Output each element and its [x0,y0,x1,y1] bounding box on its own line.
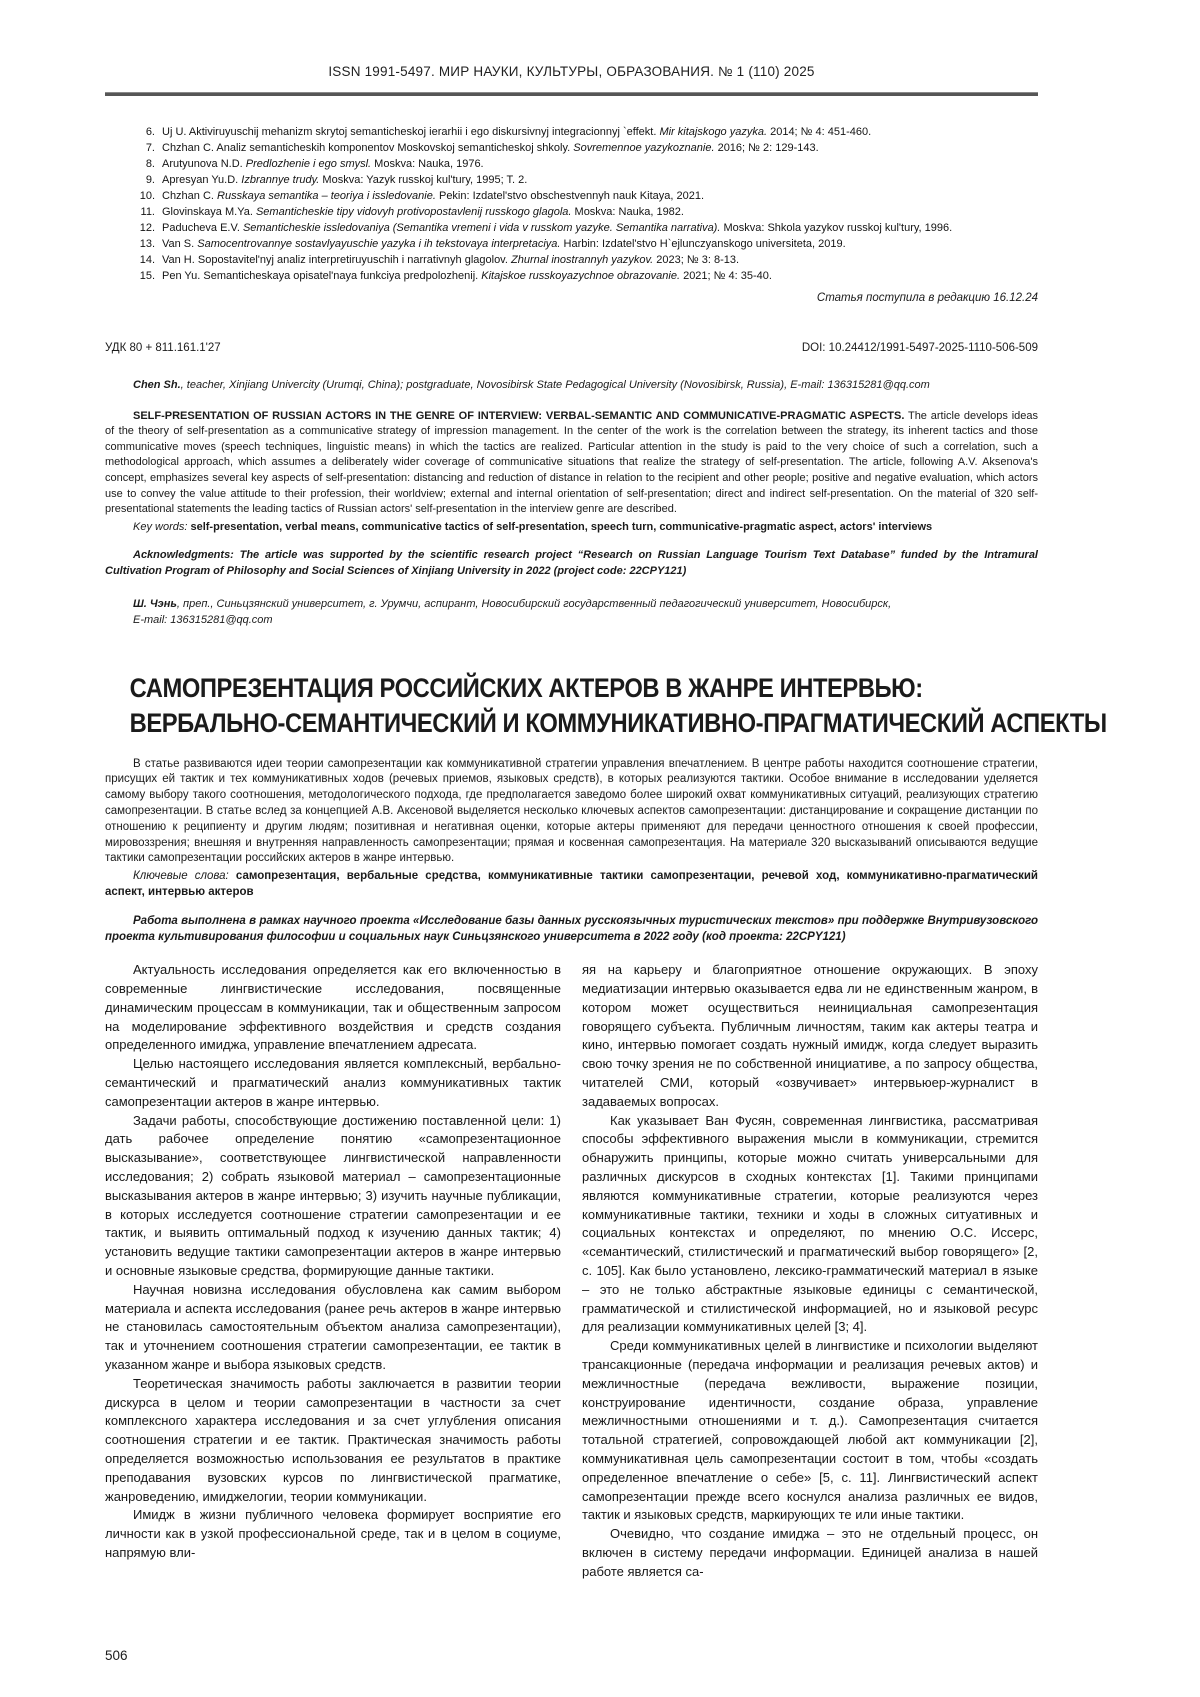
reference-number: 15. [139,270,155,282]
reference-text: Predlozhenie i ego smysl. [245,158,372,170]
author-affiliation-ru: , преп., Синьцзянский университет, г. Урумчи, аспирант, Новосибирский государственный педагогический университет, Новосибирск, [176,597,892,610]
reference-number: 14. [139,254,155,266]
reference-text: Glovinskaya M.Ya. [162,206,256,218]
reference-text: Kitajskoe russkoyazychnoe obrazovanie. [481,270,681,282]
reference-text: Zhurnal inostrannyh yazykov. [510,254,654,266]
reference-text: Chzhan C. Analiz semanticheskih komponentov Moskovskoj semanticheskoj shkoly. [162,142,574,154]
doi-code: DOI: 10.24412/1991-5497-2025-1110-506-509 [801,342,1038,354]
reference-number: 6. [145,126,155,138]
reference-text: 2014; № 4: 451-460. [767,126,872,138]
reference-item [131,140,1038,156]
reference-number: 7. [145,142,155,154]
reference-item [131,220,1038,236]
reference-item [131,124,1038,140]
meta-row [105,342,1038,354]
english-abstract-text: The article develops ideas of the theory of self-presentation as a communicative strategy of impression management. In the center of the work is the correlation between the strategy, its inherent tactics and those communicative moves (speech techniques, linguistic means) in which the tactics are realized. Particular attention in the study is paid to the very choice of such a correlation, such a methodological approach, which assumes a deliberately wider coverage of communicative situations that realize the strategy of self-presentation. The article, following A.V. Aksenova's concept, emphasizes several key aspects of self-presentation: distancing and reduction of distance in relation to the recipient and other people; positive and negative evaluation, which actors use to convey the value attitude to their profession, their worldview; external and internal orientation of self-presentation; direct and indirect self-presentation. On the material of 320 self-presentational statements the leading tactics of Russian actors' self-presentation in the interview genre are described. [105,409,1038,516]
reference-item [131,188,1038,204]
reference-item [131,204,1038,220]
reference-text: Samocentrovannye sostavlyayuschie yazyka i ih tekstovaya interpretaciya. [197,238,561,250]
reference-text: Moskva: Nauka, 1976. [371,158,484,170]
reference-text: Moskva: Shkola yazykov russkoj kul'tury, 1996. [720,222,953,234]
reference-text: Russkaya semantika – teoriya i issledovanie. [217,190,436,202]
reference-text: Chzhan C. [162,190,218,202]
body-paragraph: Актуальность исследования определяется как его включенностью в современные лингвистические исследования, посвященные динамическим процессам в коммуникации, так и общественным запросом на моделирование эффективного воздействия и средств создания определенного имиджа, управление впечатлением адресата. [105,962,561,1053]
reference-text: Semanticheskie tipy vidovyh protivopostavlenij russkogo glagola. [255,206,572,218]
article-title-line1: САМОПРЕЗЕНТАЦИЯ РОССИЙСКИХ АКТЕРОВ В ЖАНРЕ ИНТЕРВЬЮ: [129,672,923,703]
russian-abstract: В статье развиваются идеи теории самопрезентации как коммуникативной стратегии управления впечатлением. В центре работы находится соотношение стратегии, присущих ей тактик и тех коммуникативных ходов (речевых приемов, языковых средств), в которых реализуются тактики. Особое внимание в исследовании уделяется самому выбору такого соотношения, методологического подхода, где предполагается заведомо более широкий охват коммуникативных ситуаций, реализующих стратегию самопрезентации. В статье вслед за концепцией А.В. Аксеновой выделяется несколько ключевых аспектов самопрезентации: дистанцирование и сокращение дистанции по отношению к реципиенту и другим людям; позитивная и негативная оценки, которые актеры применяют для передачи ценностного отношения к своей профессии, мировоззрения; внешняя и внутренняя направленность самопрезентации; прямая и косвенная самопрезентация. На материале 320 высказываний описываются ведущие тактики самопрезентации российских актеров в жанре интервью. [105,757,1038,865]
keywords-en-label: Key words: [133,520,188,533]
reference-text: 2023; № 3: 8-13. [653,254,740,266]
reference-text: Semanticheskie issledovaniya (Semantika vremeni i vida v russkom yazyke. Semantika narrativa). [242,222,721,234]
reference-text: 2021; № 4: 35-40. [680,270,772,282]
body-paragraph: Среди коммуникативных целей в лингвистике и психологии выделяют трансакционные (передача информации и реализация речевых актов) и межличностные (передача вежливости, выражение позиции, конструирование идентичности, создание образа, управление межличностными отношениями и т. д.). Самопрезентация считается тотальной стратегией, сопровождающей любой акт коммуникации [2], коммуникативная цель самопрезентации состоит в том, чтобы «создать определенное впечатление о себе» [5, с. 11]. Лингвистический аспект самопрезентации прежде всего коснулся анализа различных ее видов, тактик и языковых средств, маркирующих те или иные тактики. [582,1338,1038,1523]
author-affiliation-en: , teacher, Xinjiang Univercity (Urumqi, China); postgraduate, Novosibirsk State Pedagogical University (Novosibirsk, Russia), E-mail: 136315281@qq.com [180,379,930,391]
author-name-en: Chen Sh. [133,379,181,391]
author-line-ru [105,597,1038,629]
keywords-en-text: self-presentation, verbal means, communicative tactics of self-presentation, speech turn, communicative-pragmatic aspect, actors' interviews [187,520,933,533]
body-paragraph: Задачи работы, способствующие достижению поставленной цели: 1) дать рабочее определение понятию «самопрезентационное высказывание», соответствующее лингвистической направленности исследования; 2) собрать языковой материал – самопрезентационные высказывания актеров в жанре интервью; 3) изучить научные публикации, в которых исследуется соотношение стратегии самопрезентации и ее тактик, и выявить оптимальный подход к изучению данных тактик; 4) установить ведущие тактики самопрезентации актеров в жанре интервью и основные языковые средства, формирующие данные тактики. [105,1112,561,1279]
reference-number: 8. [145,158,155,170]
funding-note: Работа выполнена в рамках научного проекта «Исследование базы данных русскоязычных туристических текстов» при поддержке Внутривузовского проекта культивирования философии и социальных наук Синьцзянского университета в 2022 году (код проекта: 22CPY121) [105,914,1038,943]
reference-text: Van H. Sopostavitel'nyj analiz interpretiruyuschih i narrativnyh glagolov. [162,254,511,266]
reference-number: 13. [139,238,155,250]
english-abstract [105,409,1038,518]
body-paragraph: Как указывает Ван Фусян, современная лингвистика, рассматривая способы эффективного выражения мысли в коммуникации, стремится обнаружить принципы, которые можно считать универсальными для различных дискурсов в сходных контекстах [1]. Такими принципами являются коммуникативные стратегии, которые реализуются через коммуникативные тактики, техники и ходы в сложных ситуативных и социальных контекстах и определяют, по мнению О.С. Иссерс, «семантический, стилистический и прагматический выбор говорящего» [2, с. 105]. Как было установлено, лексико-грамматический материал в языке – это не только абстрактные языковые единицы с семантической, грамматической и стилистической информацией, но и языковой ресурс для реализации коммуникативных целей [3; 4]. [582,1112,1038,1335]
author-line-en [105,378,1038,394]
journal-header: ISSN 1991-5497. МИР НАУКИ, КУЛЬТУРЫ, ОБРАЗОВАНИЯ. № 1 (110) 2025 [328,64,815,79]
body-paragraph: Теоретическая значимость работы заключается в развитии теории дискурса в целом и теории самопрезентации в частности за счет комплексного характера исследования и за счет углубления описания соотношения стратегии и ее тактик. Практическая значимость работы определяется возможностью использования ее результатов в практике преподавания вузовских курсов по лингвистической прагматике, жанроведению, имиджелогии, теории коммуникации. [105,1375,561,1504]
reference-text: Harbin: Izdatel'stvo H`ejlunczyanskogo universiteta, 2019. [560,238,846,250]
right-column [582,961,1038,1581]
reference-text: Uj U. Aktiviruyuschij mehanizm skrytoj semanticheskoj ierarhii i ego diskursivnyj integracionnyj `effekt. [162,126,660,138]
reference-item [131,172,1038,188]
article-title-line2: ВЕРБАЛЬНО-СЕМАНТИЧЕСКИЙ И КОММУНИКАТИВНО-ПРАГМАТИЧЕСКИЙ АСПЕКТЫ [129,707,1107,738]
reference-text: Arutyunova N.D. [162,158,246,170]
reference-text: Van S. [162,238,198,250]
author-name-ru: Ш. Чэнь [133,597,177,610]
reference-text: Sovremennoe yazykoznanie. [573,142,715,154]
keywords-ru-text: самопрезентация, вербальные средства, коммуникативные тактики самопрезентации, речевой ход, коммуникативно-прагматический аспект, интервью актеров [105,870,1038,898]
english-article-title: SELF-PRESENTATION OF RUSSIAN ACTORS IN THE GENRE OF INTERVIEW: VERBAL-SEMANTIC AND COMMUNICATIVE-PRAGMATIC ASPECTS. [133,409,905,422]
reference-text: Apresyan Yu.D. [162,174,242,186]
reference-text: Pekin: Izdatel'stvo obschestvennyh nauk Kitaya, 2021. [435,190,705,202]
reference-number: 10. [139,190,155,202]
reference-number: 12. [139,222,155,234]
keywords-en [105,520,1038,536]
reference-number: 11. [140,206,155,218]
header-rule-divider [105,92,1038,96]
udk-code: УДК 80 + 811.161.1'27 [105,342,221,354]
body-columns [105,961,1038,1581]
page-number: 506 [105,1648,128,1663]
reference-item [131,252,1038,268]
left-column [105,961,561,1581]
received-note: Статья поступила в редакцию 16.12.24 [816,292,1038,304]
keywords-ru-label: Ключевые слова: [133,870,229,883]
reference-list [105,124,1038,284]
reference-text: 2016; № 2: 129-143. [714,142,819,154]
author-email-ru: E-mail: 136315281@qq.com [133,613,273,626]
article-title [105,671,1107,741]
reference-number: 9. [145,174,155,186]
reference-text: Izbrannye trudy. [241,174,320,186]
body-paragraph: Имидж в жизни публичного человека формирует восприятие его личности как в узкой профессиональной среде, так и в целом в социуме, напрямую вли- [105,1507,561,1560]
reference-text: Paducheva E.V. [162,222,243,234]
keywords-ru [105,869,1038,901]
reference-text: Moskva: Nauka, 1982. [571,206,684,218]
reference-text: Moskva: Yazyk russkoj kul'tury, 1995; T. 2. [319,174,528,186]
reference-item [131,156,1038,172]
acknowledgments-note: Acknowledgments: The article was supported by the scientific research project “Research on Russian Language Tourism Text Database” funded by the Intramural Cultivation Program of Philosophy and Social Sciences of Xinjiang University in 2022 (project code: 22CPY121) [105,549,1038,578]
reference-item [131,268,1038,284]
body-paragraph: Научная новизна исследования обусловлена как самим выбором материала и аспекта исследования (ранее речь актеров в жанре интервью не становилась самостоятельным объектом анализа самопрезентации), так и уточнением соотношения стратегии самопрезентации, ее тактик в указанном жанре и выбора языковых средств. [105,1281,561,1373]
reference-item [131,236,1038,252]
body-paragraph: яя на карьеру и благоприятное отношение окружающих. В эпоху медиатизации интервью оказывается едва ли не единственным жанром, в котором может осуществиться неинициальная самопрезентация говорящего субъекта. Публичным личностям, таким как актеры театра и кино, интервью помогает создать нужный имидж, когда следует выразить свою точку зрения не по собственной инициативе, а по запросу общества, читателей СМИ, который «озвучивает» интервьюер-журналист в задаваемых вопросах. [582,962,1038,1109]
body-paragraph: Целью настоящего исследования является комплексный, вербально-семантический и прагматический анализ коммуникативных тактик самопрезентации актеров в жанре интервью. [105,1056,561,1109]
reference-text: Mir kitajskogo yazyka. [659,126,768,138]
body-paragraph: Очевидно, что создание имиджа – это не отдельный процесс, он включен в систему передачи информации. Единицей анализа в нашей работе является са- [582,1526,1038,1579]
reference-text: Pen Yu. Semanticheskaya opisatel'naya funkciya predpolozhenij. [162,270,482,282]
